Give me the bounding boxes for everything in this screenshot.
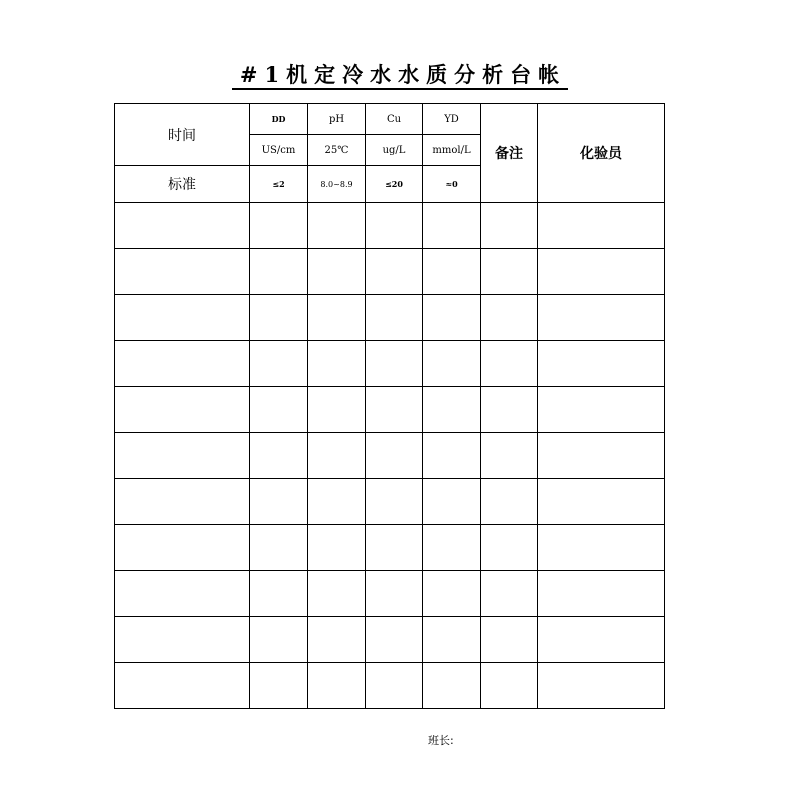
ph-cell[interactable] [308,203,366,249]
yd-cell[interactable] [423,617,481,663]
analyst-header: 化验员 [538,104,665,203]
page-title [0,60,800,90]
ph-cell[interactable] [308,341,366,387]
cu-cell[interactable] [366,571,423,617]
param-standard-dd: ≤2 [250,166,308,203]
ph-cell[interactable] [308,617,366,663]
time-cell[interactable] [115,203,250,249]
dd-cell[interactable] [250,663,308,709]
remarks-cell[interactable] [481,203,538,249]
analyst-cell[interactable] [538,203,665,249]
remarks-cell[interactable] [481,295,538,341]
table-row [115,387,665,433]
yd-cell[interactable] [423,387,481,433]
remarks-cell[interactable] [481,525,538,571]
table-row [115,617,665,663]
cu-cell[interactable] [366,617,423,663]
dd-cell[interactable] [250,479,308,525]
analyst-cell[interactable] [538,341,665,387]
remarks-cell[interactable] [481,249,538,295]
cu-cell[interactable] [366,387,423,433]
time-cell[interactable] [115,617,250,663]
yd-cell[interactable] [423,571,481,617]
standard-header: 标准 [115,166,250,203]
time-cell[interactable] [115,295,250,341]
analyst-cell[interactable] [538,433,665,479]
ph-cell[interactable] [308,387,366,433]
table-row [115,341,665,387]
time-cell[interactable] [115,387,250,433]
ph-cell[interactable] [308,525,366,571]
yd-cell[interactable] [423,249,481,295]
cu-cell[interactable] [366,203,423,249]
dd-cell[interactable] [250,203,308,249]
param-name-dd: DD [250,104,308,135]
time-header: 时间 [115,104,250,166]
param-standard-ph: 8.0~8.9 [308,166,366,203]
table-row [115,571,665,617]
param-name-yd: YD [423,104,481,135]
remarks-cell[interactable] [481,663,538,709]
dd-cell[interactable] [250,295,308,341]
remarks-cell[interactable] [481,341,538,387]
yd-cell[interactable] [423,295,481,341]
remarks-cell[interactable] [481,387,538,433]
table-row [115,525,665,571]
analyst-cell[interactable] [538,295,665,341]
analyst-cell[interactable] [538,479,665,525]
dd-cell[interactable] [250,387,308,433]
ph-cell[interactable] [308,249,366,295]
table-row [115,203,665,249]
analyst-cell[interactable] [538,663,665,709]
yd-cell[interactable] [423,663,481,709]
cu-cell[interactable] [366,295,423,341]
ph-cell[interactable] [308,433,366,479]
table-row [115,479,665,525]
param-unit-cu: ug/L [366,135,423,166]
param-name-ph: pH [308,104,366,135]
yd-cell[interactable] [423,341,481,387]
time-cell[interactable] [115,571,250,617]
analyst-cell[interactable] [538,525,665,571]
yd-cell[interactable] [423,433,481,479]
param-standard-yd: ≈0 [423,166,481,203]
ph-cell[interactable] [308,571,366,617]
remarks-cell[interactable] [481,479,538,525]
table-row [115,663,665,709]
cu-cell[interactable] [366,479,423,525]
dd-cell[interactable] [250,341,308,387]
param-unit-yd: mmol/L [423,135,481,166]
remarks-cell[interactable] [481,617,538,663]
remarks-header: 备注 [481,104,538,203]
cu-cell[interactable] [366,341,423,387]
analyst-cell[interactable] [538,249,665,295]
param-unit-dd: US/cm [250,135,308,166]
time-cell[interactable] [115,525,250,571]
table-row [115,433,665,479]
shift-leader-signature-line [428,732,454,748]
param-standard-cu: ≤20 [366,166,423,203]
cu-cell[interactable] [366,433,423,479]
dd-cell[interactable] [250,433,308,479]
title-text: #1机定冷水水质分析台帐 [232,62,568,90]
analyst-cell[interactable] [538,617,665,663]
ph-cell[interactable] [308,479,366,525]
dd-cell[interactable] [250,525,308,571]
dd-cell[interactable] [250,249,308,295]
time-cell[interactable] [115,479,250,525]
water-quality-ledger-table [114,103,665,709]
remarks-cell[interactable] [481,571,538,617]
yd-cell[interactable] [423,525,481,571]
cu-cell[interactable] [366,249,423,295]
yd-cell[interactable] [423,479,481,525]
yd-cell[interactable] [423,203,481,249]
analyst-cell[interactable] [538,571,665,617]
remarks-cell[interactable] [481,433,538,479]
ph-cell[interactable] [308,663,366,709]
dd-cell[interactable] [250,571,308,617]
dd-cell[interactable] [250,617,308,663]
cu-cell[interactable] [366,663,423,709]
param-name-cu: Cu [366,104,423,135]
ph-cell[interactable] [308,295,366,341]
time-cell[interactable] [115,249,250,295]
analyst-cell[interactable] [538,387,665,433]
shift-leader-label: 班长: [428,734,454,747]
time-cell[interactable] [115,341,250,387]
table-row [115,249,665,295]
param-unit-ph: 25℃ [308,135,366,166]
cu-cell[interactable] [366,525,423,571]
time-cell[interactable] [115,433,250,479]
time-cell[interactable] [115,663,250,709]
table-row [115,295,665,341]
